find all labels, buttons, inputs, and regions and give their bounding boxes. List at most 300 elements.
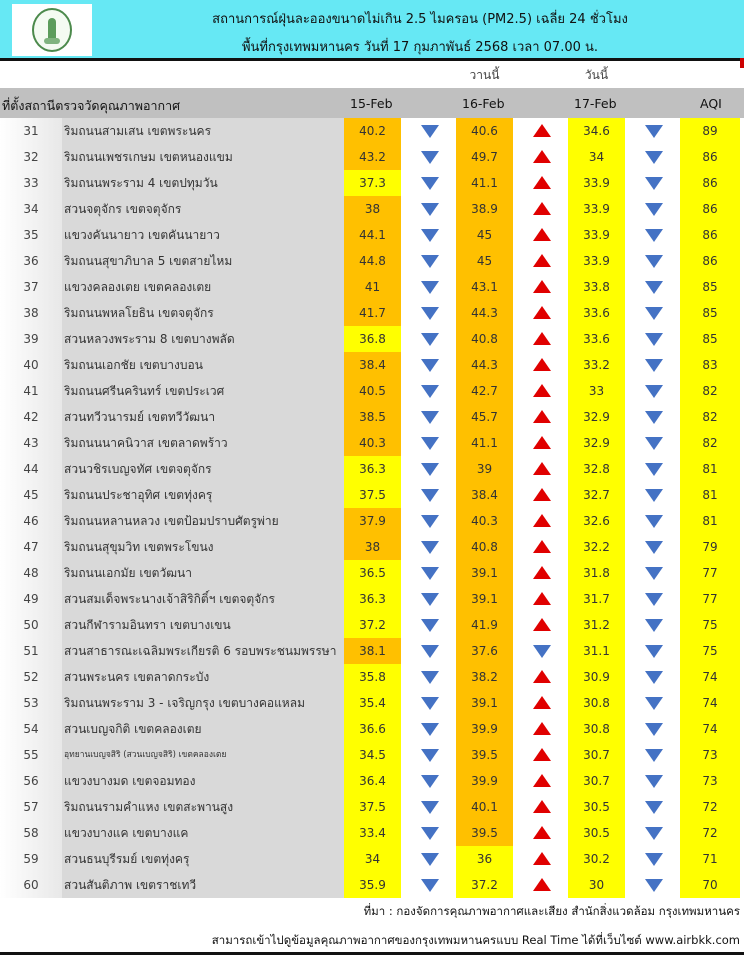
trend-cell <box>625 664 680 690</box>
arrow-down-icon <box>421 151 439 164</box>
pm25-16feb: 39.1 <box>456 560 513 586</box>
station-name: ริมถนนพหลโยธิน เขตจตุจักร <box>62 300 344 326</box>
arrow-down-icon <box>421 801 439 814</box>
trend-cell <box>625 144 680 170</box>
station-name: สวนทวีวนารมย์ เขตทวีวัฒนา <box>62 404 344 430</box>
station-number: 43 <box>0 430 62 456</box>
arrow-down-icon <box>645 255 663 268</box>
aqi-value: 72 <box>680 794 740 820</box>
pm25-17feb: 33.6 <box>568 326 625 352</box>
station-name: ริมถนนพระราม 4 เขตปทุมวัน <box>62 170 344 196</box>
station-number: 58 <box>0 820 62 846</box>
pm25-17feb: 32.2 <box>568 534 625 560</box>
pm25-16feb: 41.1 <box>456 170 513 196</box>
arrow-down-icon <box>421 879 439 892</box>
table-row <box>0 560 744 586</box>
station-number: 37 <box>0 274 62 300</box>
aqi-value: 86 <box>680 144 740 170</box>
station-number: 57 <box>0 794 62 820</box>
pm25-16feb: 43.1 <box>456 274 513 300</box>
station-number: 45 <box>0 482 62 508</box>
arrow-up-icon <box>533 826 551 839</box>
trend-cell <box>513 820 568 846</box>
arrow-down-icon <box>421 359 439 372</box>
table-row <box>0 586 744 612</box>
trend-cell <box>513 352 568 378</box>
arrow-down-icon <box>421 593 439 606</box>
pm25-17feb: 32.8 <box>568 456 625 482</box>
arrow-down-icon <box>421 333 439 346</box>
pm25-15feb: 33.4 <box>344 820 401 846</box>
station-number: 39 <box>0 326 62 352</box>
trend-cell <box>625 196 680 222</box>
pm25-15feb: 36.4 <box>344 768 401 794</box>
corner-mark <box>740 58 744 68</box>
arrow-down-icon <box>645 385 663 398</box>
arrow-down-icon <box>645 333 663 346</box>
table-row <box>0 222 744 248</box>
arrow-down-icon <box>421 619 439 632</box>
arrow-down-icon <box>421 385 439 398</box>
arrow-down-icon <box>421 281 439 294</box>
pm25-17feb: 32.7 <box>568 482 625 508</box>
arrow-down-icon <box>645 463 663 476</box>
trend-cell <box>625 612 680 638</box>
table-row <box>0 430 744 456</box>
pm25-17feb: 34 <box>568 144 625 170</box>
arrow-up-icon <box>533 254 551 267</box>
trend-cell <box>625 560 680 586</box>
arrow-down-icon <box>421 853 439 866</box>
trend-cell <box>513 482 568 508</box>
trend-cell <box>513 456 568 482</box>
arrow-up-icon <box>533 306 551 319</box>
station-number: 55 <box>0 742 62 768</box>
station-name: ริมถนนเอกชัย เขตบางบอน <box>62 352 344 378</box>
pm25-17feb: 30.7 <box>568 768 625 794</box>
pm25-15feb: 43.2 <box>344 144 401 170</box>
arrow-up-icon <box>533 384 551 397</box>
station-name: สวนหลวงพระราม 8 เขตบางพลัด <box>62 326 344 352</box>
arrow-down-icon <box>645 541 663 554</box>
arrow-up-icon <box>533 618 551 631</box>
arrow-down-icon <box>421 567 439 580</box>
trend-cell <box>401 404 456 430</box>
trend-cell <box>513 638 568 664</box>
table-row <box>0 482 744 508</box>
pm25-15feb: 35.4 <box>344 690 401 716</box>
arrow-down-icon <box>645 437 663 450</box>
aqi-value: 85 <box>680 274 740 300</box>
station-name: สวนสันติภาพ เขตราชเทวี <box>62 872 344 898</box>
pm25-16feb: 39.9 <box>456 768 513 794</box>
arrow-down-icon <box>645 151 663 164</box>
trend-cell <box>401 716 456 742</box>
station-name: ริมถนนนาคนิวาส เขตลาดพร้าว <box>62 430 344 456</box>
pm25-16feb: 40.6 <box>456 118 513 144</box>
trend-cell <box>513 196 568 222</box>
header-divider <box>0 58 744 61</box>
station-number: 36 <box>0 248 62 274</box>
trend-cell <box>401 638 456 664</box>
station-name: สวนพระนคร เขตลาดกระบัง <box>62 664 344 690</box>
trend-cell <box>625 378 680 404</box>
arrow-down-icon <box>421 203 439 216</box>
table-row <box>0 638 744 664</box>
aqi-value: 82 <box>680 430 740 456</box>
pm25-15feb: 40.5 <box>344 378 401 404</box>
pm25-16feb: 37.2 <box>456 872 513 898</box>
bangkok-seal-logo <box>12 4 92 56</box>
pm25-15feb: 38 <box>344 534 401 560</box>
trend-cell <box>625 326 680 352</box>
trend-cell <box>625 274 680 300</box>
pm25-16feb: 49.7 <box>456 144 513 170</box>
trend-cell <box>401 456 456 482</box>
arrow-down-icon <box>645 619 663 632</box>
pm25-17feb: 30.7 <box>568 742 625 768</box>
station-name: ริมถนนศรีนครินทร์ เขตประเวศ <box>62 378 344 404</box>
arrow-down-icon <box>421 125 439 138</box>
pm25-15feb: 38.4 <box>344 352 401 378</box>
report-title: สถานการณ์ฝุ่นละอองขนาดไม่เกิน 2.5 ไมครอน (PM2.5) เฉลี่ย 24 ชั่วโมง <box>212 12 628 27</box>
pm25-15feb: 36.6 <box>344 716 401 742</box>
pm25-15feb: 37.2 <box>344 612 401 638</box>
column-header-15feb: 15-Feb <box>350 96 393 111</box>
pm25-17feb: 31.7 <box>568 586 625 612</box>
table-row <box>0 404 744 430</box>
station-number: 44 <box>0 456 62 482</box>
source-note: ที่มา : กองจัดการคุณภาพอากาศและเสียง สำนักสิ่งแวดล้อม กรุงเทพมหานคร <box>363 904 740 918</box>
trend-cell <box>401 378 456 404</box>
pm25-16feb: 45 <box>456 222 513 248</box>
arrow-up-icon <box>533 228 551 241</box>
arrow-down-icon <box>645 281 663 294</box>
trend-cell <box>625 482 680 508</box>
trend-cell <box>513 248 568 274</box>
pm25-17feb: 33 <box>568 378 625 404</box>
arrow-down-icon <box>645 853 663 866</box>
arrow-down-icon <box>421 515 439 528</box>
table-row <box>0 508 744 534</box>
pm25-15feb: 44.1 <box>344 222 401 248</box>
aqi-value: 73 <box>680 742 740 768</box>
trend-cell <box>513 872 568 898</box>
station-number: 60 <box>0 872 62 898</box>
trend-cell <box>625 352 680 378</box>
pm25-15feb: 40.3 <box>344 430 401 456</box>
trend-cell <box>401 482 456 508</box>
aqi-value: 73 <box>680 768 740 794</box>
trend-cell <box>625 534 680 560</box>
trend-cell <box>513 794 568 820</box>
aqi-value: 82 <box>680 378 740 404</box>
station-name: ริมถนนสุขาภิบาล 5 เขตสายไหม <box>62 248 344 274</box>
trend-cell <box>513 534 568 560</box>
report-header <box>0 0 744 58</box>
arrow-up-icon <box>533 202 551 215</box>
aqi-value: 82 <box>680 404 740 430</box>
station-name: อุทยานเบญจสิริ (สวนเบญจสิริ) เขตคลองเตย <box>62 742 344 768</box>
table-row <box>0 456 744 482</box>
pm25-15feb: 35.8 <box>344 664 401 690</box>
trend-cell <box>625 638 680 664</box>
arrow-down-icon <box>421 307 439 320</box>
arrow-down-icon <box>421 645 439 658</box>
aqi-value: 75 <box>680 612 740 638</box>
table-row <box>0 352 744 378</box>
station-name: สวนเบญจกิติ เขตคลองเตย <box>62 716 344 742</box>
pm25-17feb: 33.9 <box>568 170 625 196</box>
trend-cell <box>401 196 456 222</box>
arrow-up-icon <box>533 566 551 579</box>
pm25-17feb: 30.8 <box>568 716 625 742</box>
station-number: 33 <box>0 170 62 196</box>
station-name: สวนสาธารณะเฉลิมพระเกียรติ 6 รอบพระชนมพรรษา <box>62 638 344 664</box>
pm25-15feb: 34 <box>344 846 401 872</box>
pm25-17feb: 31.8 <box>568 560 625 586</box>
aqi-value: 74 <box>680 716 740 742</box>
arrow-up-icon <box>533 592 551 605</box>
aqi-value: 77 <box>680 586 740 612</box>
trend-cell <box>401 430 456 456</box>
trend-cell <box>625 170 680 196</box>
table-row <box>0 300 744 326</box>
pm25-15feb: 37.3 <box>344 170 401 196</box>
arrow-up-icon <box>533 332 551 345</box>
trend-cell <box>513 430 568 456</box>
pm25-16feb: 45.7 <box>456 404 513 430</box>
pm25-15feb: 37.5 <box>344 482 401 508</box>
today-label: วันนี้ <box>584 68 609 82</box>
arrow-down-icon <box>421 411 439 424</box>
trend-cell <box>401 560 456 586</box>
station-name: ริมถนนสุขุมวิท เขตพระโขนง <box>62 534 344 560</box>
trend-cell <box>401 846 456 872</box>
station-name: ริมถนนสามเสน เขตพระนคร <box>62 118 344 144</box>
arrow-down-icon <box>421 437 439 450</box>
arrow-up-icon <box>533 124 551 137</box>
arrow-up-icon <box>533 410 551 423</box>
pm25-16feb: 38.4 <box>456 482 513 508</box>
station-name: สวนวชิรเบญจทัศ เขตจตุจักร <box>62 456 344 482</box>
pm25-15feb: 38 <box>344 196 401 222</box>
arrow-down-icon <box>645 827 663 840</box>
station-number: 35 <box>0 222 62 248</box>
trend-cell <box>401 690 456 716</box>
station-number: 48 <box>0 560 62 586</box>
pm25-16feb: 40.8 <box>456 534 513 560</box>
pm25-16feb: 38.2 <box>456 664 513 690</box>
trend-cell <box>625 248 680 274</box>
arrow-down-icon <box>421 177 439 190</box>
pm25-17feb: 33.2 <box>568 352 625 378</box>
trend-cell <box>513 586 568 612</box>
arrow-up-icon <box>533 748 551 761</box>
station-table <box>0 118 744 898</box>
trend-cell <box>513 326 568 352</box>
pm25-16feb: 39 <box>456 456 513 482</box>
station-number: 40 <box>0 352 62 378</box>
trend-cell <box>401 508 456 534</box>
aqi-value: 70 <box>680 872 740 898</box>
arrow-up-icon <box>533 358 551 371</box>
trend-cell <box>401 222 456 248</box>
pm25-15feb: 36.5 <box>344 560 401 586</box>
trend-cell <box>401 274 456 300</box>
trend-cell <box>513 170 568 196</box>
table-row <box>0 846 744 872</box>
arrow-up-icon <box>533 280 551 293</box>
pm25-16feb: 38.9 <box>456 196 513 222</box>
station-name: สวนสมเด็จพระนางเจ้าสิริกิติ์ฯ เขตจตุจักร <box>62 586 344 612</box>
pm25-16feb: 36 <box>456 846 513 872</box>
pm25-15feb: 44.8 <box>344 248 401 274</box>
table-row <box>0 118 744 144</box>
arrow-down-icon <box>645 177 663 190</box>
trend-cell <box>401 118 456 144</box>
arrow-down-icon <box>421 671 439 684</box>
trend-cell <box>401 326 456 352</box>
column-header-aqi: AQI <box>700 96 722 111</box>
trend-cell <box>401 144 456 170</box>
station-number: 31 <box>0 118 62 144</box>
station-name: แขวงคันนายาว เขตคันนายาว <box>62 222 344 248</box>
table-row <box>0 248 744 274</box>
pm25-15feb: 36.3 <box>344 586 401 612</box>
arrow-down-icon <box>645 593 663 606</box>
trend-cell <box>401 300 456 326</box>
trend-cell <box>513 300 568 326</box>
aqi-value: 71 <box>680 846 740 872</box>
pm25-17feb: 33.6 <box>568 300 625 326</box>
arrow-down-icon <box>645 203 663 216</box>
arrow-down-icon <box>645 697 663 710</box>
arrow-down-icon <box>645 359 663 372</box>
arrow-down-icon <box>421 541 439 554</box>
pm25-16feb: 39.1 <box>456 586 513 612</box>
trend-cell <box>401 794 456 820</box>
trend-cell <box>625 222 680 248</box>
trend-cell <box>513 508 568 534</box>
arrow-down-icon <box>645 489 663 502</box>
station-name: ริมถนนหลานหลวง เขตป้อมปราบศัตรูพ่าย <box>62 508 344 534</box>
trend-cell <box>401 612 456 638</box>
station-number: 52 <box>0 664 62 690</box>
trend-cell <box>625 404 680 430</box>
pm25-15feb: 41.7 <box>344 300 401 326</box>
arrow-down-icon <box>645 125 663 138</box>
arrow-down-icon <box>645 775 663 788</box>
column-header-16feb: 16-Feb <box>462 96 505 111</box>
arrow-down-icon <box>421 489 439 502</box>
aqi-value: 81 <box>680 482 740 508</box>
station-name: ริมถนนประชาอุทิศ เขตทุ่งครุ <box>62 482 344 508</box>
station-number: 42 <box>0 404 62 430</box>
aqi-value: 75 <box>680 638 740 664</box>
table-row <box>0 768 744 794</box>
arrow-up-icon <box>533 488 551 501</box>
table-row <box>0 716 744 742</box>
arrow-up-icon <box>533 514 551 527</box>
table-row <box>0 664 744 690</box>
pm25-16feb: 41.9 <box>456 612 513 638</box>
trend-cell <box>625 690 680 716</box>
trend-cell <box>625 118 680 144</box>
station-number: 51 <box>0 638 62 664</box>
pm25-15feb: 40.2 <box>344 118 401 144</box>
pm25-15feb: 34.5 <box>344 742 401 768</box>
aqi-value: 72 <box>680 820 740 846</box>
station-number: 38 <box>0 300 62 326</box>
trend-cell <box>401 248 456 274</box>
arrow-down-icon <box>645 879 663 892</box>
trend-cell <box>513 118 568 144</box>
station-number: 46 <box>0 508 62 534</box>
aqi-value: 79 <box>680 534 740 560</box>
trend-cell <box>625 768 680 794</box>
station-name: ริมถนนเอกมัย เขตวัฒนา <box>62 560 344 586</box>
trend-cell <box>625 820 680 846</box>
pm25-15feb: 37.5 <box>344 794 401 820</box>
table-row <box>0 612 744 638</box>
trend-cell <box>625 872 680 898</box>
arrow-down-icon <box>645 671 663 684</box>
station-name: แขวงบางมด เขตจอมทอง <box>62 768 344 794</box>
pm25-16feb: 45 <box>456 248 513 274</box>
trend-cell <box>625 508 680 534</box>
pm25-16feb: 41.1 <box>456 430 513 456</box>
arrow-down-icon <box>645 645 663 658</box>
trend-cell <box>401 586 456 612</box>
pm25-17feb: 33.8 <box>568 274 625 300</box>
pm25-16feb: 42.7 <box>456 378 513 404</box>
report-subtitle: พื้นที่กรุงเทพมหานคร วันที่ 17 กุมภาพันธ์ 2568 เวลา 07.00 น. <box>241 40 599 55</box>
pm25-17feb: 32.6 <box>568 508 625 534</box>
station-number: 54 <box>0 716 62 742</box>
pm25-17feb: 30.2 <box>568 846 625 872</box>
pm25-17feb: 30 <box>568 872 625 898</box>
trend-cell <box>625 456 680 482</box>
pm25-15feb: 38.1 <box>344 638 401 664</box>
table-row <box>0 326 744 352</box>
arrow-down-icon <box>645 229 663 242</box>
aqi-value: 86 <box>680 196 740 222</box>
pm25-17feb: 31.1 <box>568 638 625 664</box>
station-number: 41 <box>0 378 62 404</box>
arrow-down-icon <box>421 229 439 242</box>
pm25-15feb: 37.9 <box>344 508 401 534</box>
pm25-17feb: 33.9 <box>568 222 625 248</box>
station-name: สวนธนบุรีรมย์ เขตทุ่งครุ <box>62 846 344 872</box>
arrow-up-icon <box>533 540 551 553</box>
pm25-15feb: 41 <box>344 274 401 300</box>
trend-cell <box>401 872 456 898</box>
arrow-up-icon <box>533 176 551 189</box>
trend-cell <box>401 170 456 196</box>
table-row <box>0 144 744 170</box>
arrow-up-icon <box>533 462 551 475</box>
trend-cell <box>401 352 456 378</box>
arrow-down-icon <box>421 463 439 476</box>
aqi-value: 74 <box>680 664 740 690</box>
table-row <box>0 690 744 716</box>
trend-cell <box>513 690 568 716</box>
arrow-up-icon <box>533 800 551 813</box>
arrow-up-icon <box>533 150 551 163</box>
arrow-up-icon <box>533 878 551 891</box>
arrow-down-icon <box>533 645 551 658</box>
